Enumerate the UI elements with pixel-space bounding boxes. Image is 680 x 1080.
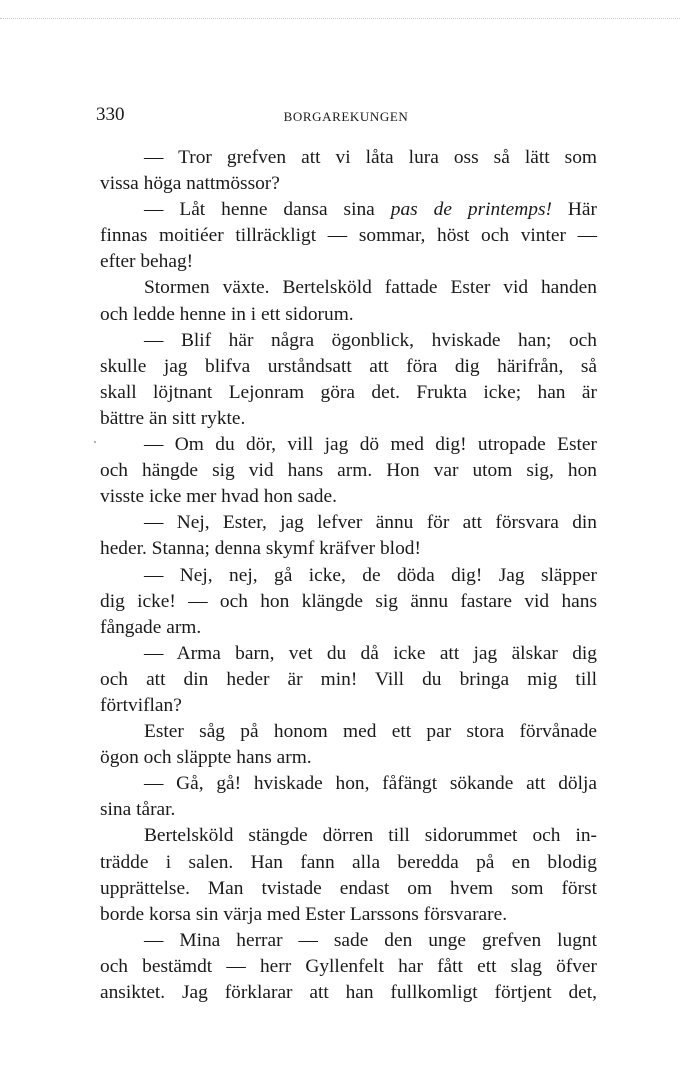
text-line: — Blif här några ögonblick, hviskade han; och	[144, 329, 597, 351]
page-header	[96, 104, 596, 130]
text-line: finnas moitiéer tillräckligt — sommar, höst och vinter —	[100, 225, 597, 247]
text-line: skall löjtnant Lejonram göra det. Frukta icke; han är	[100, 381, 597, 403]
text-line: Ester såg på honom med ett par stora förvånade	[144, 721, 597, 743]
text-line: vissa höga nattmössor?	[100, 173, 280, 195]
page-number: 330	[96, 104, 125, 125]
text-line: ansiktet. Jag förklarar att han fullkomligt förtjent det,	[100, 982, 597, 1003]
text-line: och att din heder är min! Vill du bringa mig till	[100, 668, 597, 690]
running-title: BORGAREKUNGEN	[283, 109, 409, 124]
text-line: fångade arm.	[100, 616, 202, 638]
italic-phrase: pas de printemps!	[390, 199, 552, 221]
text-line: — Tror grefven att vi låta lura oss så lätt som	[144, 147, 597, 168]
text-line: dig icke! — och hon klängde sig ännu fastare vid hans	[100, 590, 597, 612]
text-line: — Låt henne dansa sina pas de printemps! Här	[144, 199, 597, 221]
text-line: och bestämdt — herr Gyllenfelt har fått ett slag öfver	[100, 955, 597, 977]
text-line: — Arma barn, vet du då icke att jag älskar dig	[144, 642, 597, 664]
text-line: — Gå, gå! hviskade hon, fåfängt sökande att dölja	[144, 773, 597, 795]
text-line: borde korsa sin värja med Ester Larssons försvarare.	[100, 903, 508, 925]
text-line: Stormen växte. Bertelsköld fattade Ester vid handen	[144, 277, 597, 299]
text-line: — Om du dör, vill jag dö med dig! utropade Ester	[144, 434, 597, 456]
text-line: visste icke mer hvad hon sade.	[100, 486, 337, 508]
scan-artifact-dots	[0, 18, 680, 21]
text-line: och ledde henne in i ett sidorum.	[100, 303, 354, 325]
text-line: förtviflan?	[100, 694, 182, 716]
text-line: trädde i salen. Han fann alla beredda på en blodig	[100, 851, 597, 873]
text-line: — Mina herrar — sade den unge grefven lugnt	[144, 929, 597, 951]
text-line: upprättelse. Man tvistade endast om hvem som först	[100, 877, 597, 899]
text-line: sina tårar.	[100, 799, 176, 821]
text-line: bättre än sitt rykte.	[100, 407, 246, 429]
text-line: heder. Stanna; denna skymf kräfver blod!	[100, 538, 421, 560]
text-line: — Nej, nej, gå icke, de döda dig! Jag släpper	[144, 564, 597, 586]
text-line: — Nej, Ester, jag lefver ännu för att försvara din	[144, 512, 597, 534]
body-text	[100, 145, 597, 1006]
text-line: ögon och släppte hans arm.	[100, 747, 312, 769]
margin-mark	[94, 441, 96, 443]
text-line: och hängde sig vid hans arm. Hon var utom sig, hon	[100, 460, 597, 482]
text-line: skulle jag blifva urståndsatt att föra dig härifrån, så	[100, 355, 597, 377]
text-line: Bertelsköld stängde dörren till sidorummet och in-	[144, 825, 597, 847]
text-line: efter behag!	[100, 251, 194, 273]
